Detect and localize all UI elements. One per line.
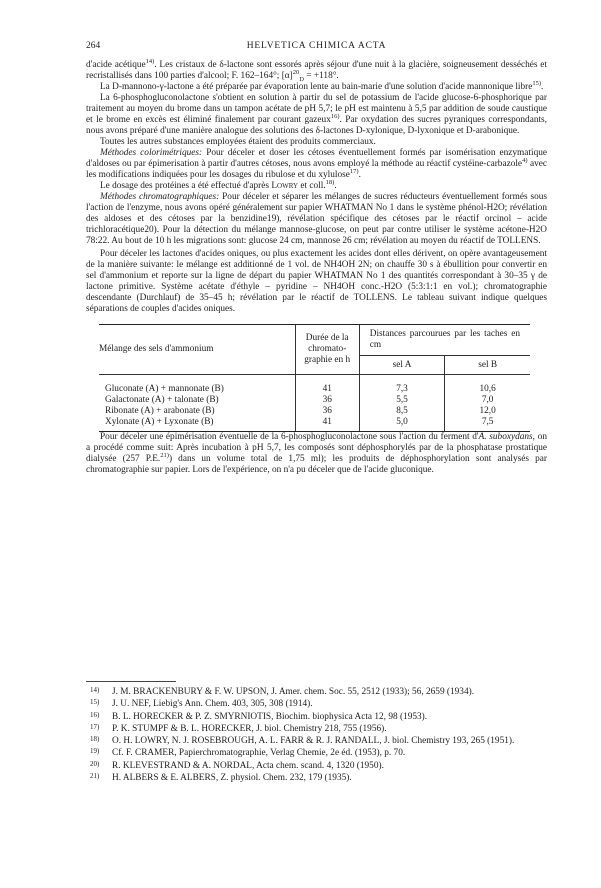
footnote-text: H. ALBERS & E. ALBERS, Z. physiol. Chem. 232, 179 (1935).	[112, 773, 352, 784]
footnote	[86, 686, 556, 698]
paragraph-6	[86, 178, 547, 192]
p1-text-a: d'acide acétique	[86, 60, 146, 70]
p1-text-b: . Les cristaux de δ-lactone sont essorés après séjour d'une nuit à la glacière, soigneusement desséchés et recristallisés dans 100 parties d'alcool; F. 162–164°; [α]	[86, 60, 547, 81]
sodium-line-subscript: D	[299, 75, 304, 83]
footnote-mark: 19)	[90, 747, 100, 756]
row-duration: 36	[295, 395, 359, 406]
row-duration: 36	[295, 406, 359, 417]
paragraph-2	[86, 79, 547, 93]
footnote	[86, 760, 556, 772]
row-sel-a: 8,5	[359, 406, 445, 417]
footnote-ref: 14)	[145, 57, 155, 65]
table-row	[99, 384, 530, 395]
table-header-sel-a: sel A	[359, 356, 445, 375]
row-sel-b: 12,0	[445, 406, 530, 417]
table-header-distances: Distances parcourues par les taches en cm	[359, 325, 530, 356]
row-duration: 41	[295, 384, 359, 395]
footnote-ref: 18)	[325, 178, 335, 186]
footnote-mark: 20)	[90, 759, 100, 768]
organism-name: A. suboxydans	[478, 432, 533, 442]
p5-text-a: Pour déceler et doser les cétoses éventuellement formés par isomérisation enzymatique d'aldoses ou par épimerisation à partir d'autres cétoses, nous avons employé la méthode au réactif cystéine-carbazole	[86, 148, 547, 169]
p9-text-a: Pour déceler une épimérisation éventuelle de la 6-phosphogluconolactone sous l'action du ferment d'	[100, 432, 479, 442]
row-mix: Ribonate (A) + arabonate (B)	[105, 406, 215, 416]
paragraph-7	[86, 192, 547, 247]
row-sel-a: 5,5	[359, 395, 445, 406]
paragraph-9	[86, 432, 547, 476]
footnote-mark: 18)	[90, 735, 100, 744]
row-sel-b: 7,5	[445, 417, 530, 428]
section-heading: Méthodes colorimétriques:	[100, 148, 203, 158]
table-header-duration: Durée de la chromato-graphie en h	[295, 325, 359, 375]
footnote	[86, 735, 556, 747]
footnote	[86, 698, 556, 710]
footnote-ref: 21)	[160, 451, 169, 459]
p9-text-c: ) dans un volume total de 1,75 ml); les produits de déphosphorylation sont analysés par chromatographie sur papier. Lors de l'expérience, on n'a pu déceler que de l'acide gluconique.	[86, 454, 547, 475]
footnotes	[86, 681, 556, 784]
temperature-superscript: 20	[292, 68, 300, 76]
p3-text-a: La 6-phosphogluconolactone s'obtient en solution à partir du sel de potassium de l'acide glucose-6-phosphorique par traitement au moyen du brome dans un tampon acétate de pH 5,7; le pH est maintenu à 5,5 par addition de soude caustique et le brome en excès est éliminé finalement par courant gazeux	[86, 93, 547, 125]
p2-text-b: .	[541, 82, 544, 92]
footnote-ref: 4)	[522, 156, 528, 164]
p5-text-b: avec les modifications indiquées pour les dosages du ribulose et du xylulose	[86, 159, 547, 180]
footnote-text: R. KLEVESTRAND & A. NORDAL, Acta chem. scand. 4, 1320 (1950).	[112, 760, 384, 771]
row-sel-a: 7,3	[359, 384, 445, 395]
paragraph-8: Pour déceler les lactones d'acides oniques, ou plus exactement les acides dont elles dérivent, on opère avantageusement de la manière suivante: le mélange est additionné de 1 vol. de NH4OH 2N; on chauffe 30 s à ébullition pour convertir en sel d'ammonium et reporte sur la ligne de départ du papier WHATMAN No 1 des quantités correspondant à 30–35 γ de lactone primitive. Système acétate d'éthyle – pyridine – NH4OH conc.-H2O (5:3:1:1 en vol.); chromatographie descendante (Durchlauf) de 35–45 h; révélation par le réactif de TOLLENS. Le tableau suivant indique quelques séparations de couples d'acides oniques.	[86, 249, 547, 314]
p6-text-c: .	[334, 181, 337, 191]
p6-text-a: Le dosage des protéines a été effectué d'après	[100, 181, 272, 191]
table-header-sel-b: sel B	[445, 356, 530, 375]
journal-title: HELVETICA CHIMICA ACTA	[246, 41, 387, 51]
table-row	[99, 406, 530, 417]
footnote-text: B. L. HORECKER & P. Z. SMYRNIOTIS, Biochim. biophysica Acta 12, 98 (1953).	[112, 711, 428, 722]
p2-text-a: La D-mannono-γ-lactone a été préparée par évaporation lente au bain-marie d'une solution d'acide mannonique libre	[100, 82, 533, 92]
footnote-mark: 16)	[90, 710, 100, 719]
footnote-ref: 15)	[532, 79, 542, 87]
row-sel-b: 10,6	[445, 384, 530, 395]
p5-text-c: .	[358, 170, 361, 180]
paragraph-3	[86, 93, 547, 137]
author-name: Lowry	[271, 181, 299, 191]
footnote-text: Cf. F. CRAMER, Papierchromatographie, Verlag Chemie, 2e éd. (1953), p. 70.	[112, 748, 406, 759]
footnote-mark: 14)	[90, 686, 100, 694]
p7-text: Pour déceler et séparer les mélanges de sucres réducteurs éventuellement formés sous l'action de l'enzyme, nous avons opéré généralement sur papier WHATMAN No 1 dans le système phénol-H2O; révélation des aldoses et des cétoses par la benzidine19), révélation spécifique des cétoses par le réactif orcinol – acide trichloracétique20). Pour la détection du mélange mannose-glucose, on peut par contre utiliser le système acétone-H2O 78:22. Au bout de 10 h les migrations sont: glucose 24 cm, mannose 26 cm; révélation au moyen du réactif de TOLLENS.	[86, 192, 547, 246]
footnote	[86, 747, 556, 759]
page-number: 264	[86, 41, 101, 51]
footnote-divider	[86, 681, 176, 682]
body-text	[86, 57, 547, 476]
paragraph-4: Toutes les autres substances employées étaient des produits commerciaux.	[100, 137, 376, 147]
footnote-mark: 21)	[90, 772, 100, 781]
row-sel-a: 5,0	[359, 417, 445, 428]
running-header	[86, 41, 547, 53]
table-row	[99, 417, 530, 428]
footnote	[86, 772, 556, 784]
row-mix: Xylonate (A) + Lyxonate (B)	[105, 417, 214, 427]
footnote-text: J. U. NEF, Liebig's Ann. Chem. 403, 305, 308 (1914).	[112, 699, 313, 710]
row-mix: Galactonate (A) + talonate (B)	[105, 395, 219, 405]
p3-text-b: . Par oxydation des sucres pyraniques correspondants, nous avons préparé d'une manière analogue des solutions des δ-lactones D-xylonique, D-lyxonique et D-arabonique.	[86, 115, 547, 136]
row-duration: 41	[295, 417, 359, 428]
footnote-text: P. K. STUMPF & B. L. HORECKER, J. biol. Chemistry 218, 755 (1956).	[112, 723, 387, 734]
p6-text-b: et coll.	[298, 181, 326, 191]
paragraph-5	[86, 148, 547, 181]
p1-text-c: = +118°.	[303, 71, 339, 81]
footnote-ref: 16)	[330, 112, 340, 120]
footnote	[86, 723, 556, 735]
table-header-mix: Mélange des sels d'ammonium	[99, 325, 295, 375]
section-heading: Méthodes chromatographiques:	[100, 192, 220, 202]
table-row	[99, 395, 530, 406]
footnote-mark: 15)	[90, 698, 100, 707]
footnote-mark: 17)	[90, 722, 100, 731]
footnote	[86, 711, 556, 723]
footnote-text: J. M. BRACKENBURY & F. W. UPSON, J. Amer. chem. Soc. 55, 2512 (1933); 56, 2659 (1934).	[112, 687, 475, 697]
p9-text-b: , on a procédé comme suit: Après incubation à pH 5,7, les composés sont déphosphorylés par de la phosphatase prostatique dialysée (257 P.E.	[86, 432, 547, 464]
row-mix: Gluconate (A) + mannonate (B)	[105, 384, 224, 394]
row-sel-b: 7,0	[445, 395, 530, 406]
footnote-text: O. H. LOWRY, N. J. ROSEBROUGH, A. L. FARR & R. J. RANDALL, J. biol. Chemistry 193, 265 (1951).	[112, 736, 515, 747]
separation-table	[99, 324, 530, 432]
footnote-ref: 17)	[349, 167, 359, 175]
